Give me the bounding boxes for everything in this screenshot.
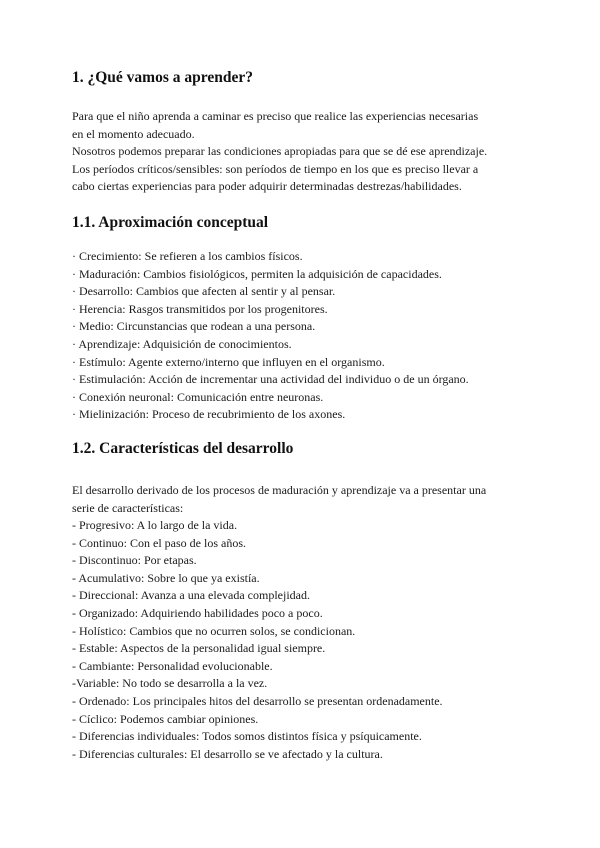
paragraph-line: cabo ciertas experiencias para poder adquirir determinadas destrezas/habilidades. [72, 179, 462, 194]
paragraph-line: serie de características: [72, 500, 184, 515]
list-item: · Estimulación: Acción de incrementar una actividad del individuo o de un órgano. [72, 372, 469, 387]
paragraph-line: Nosotros podemos preparar las condiciones apropiadas para que se dé ese aprendizaje. [72, 144, 488, 159]
list-item: - Direccional: Avanza a una elevada complejidad. [72, 588, 310, 603]
paragraph-line: Para que el niño aprenda a caminar es preciso que realice las experiencias necesarias [72, 109, 479, 123]
list-item: · Mielinización: Proceso de recubrimiento de los axones. [72, 407, 346, 422]
list-item: - Cíclico: Podemos cambiar opiniones. [72, 711, 259, 726]
section-title-aproximacion-conceptual: 1.1. Aproximación conceptual [72, 213, 269, 231]
paragraph-line: Los períodos críticos/sensibles: son períodos de tiempo en los que es preciso llevar a [72, 161, 479, 176]
list-item: · Maduración: Cambios fisiológicos, permiten la adquisición de capacidades. [72, 266, 442, 281]
characteristics-list [72, 517, 542, 763]
section-title-caracteristicas-del-desarrollo: 1.2. Características del desarrollo [72, 439, 294, 457]
list-item: - Acumulativo: Sobre lo que ya existía. [72, 570, 260, 585]
list-item: - Ordenado: Los principales hitos del desarrollo se presentan ordenadamente. [72, 694, 443, 709]
characteristics-intro [72, 482, 542, 517]
list-item: - Estable: Aspectos de la personalidad igual siempre. [72, 641, 326, 656]
paragraph-line: El desarrollo derivado de los procesos de maduración y aprendizaje va a presentar una [72, 482, 487, 497]
list-item: · Aprendizaje: Adquisición de conocimientos. [72, 336, 292, 351]
list-item: · Conexión neuronal: Comunicación entre neuronas. [72, 389, 324, 404]
intro-paragraph [72, 108, 542, 196]
list-item: - Cambiante: Personalidad evolucionable. [72, 658, 273, 673]
list-item: - Holístico: Cambios que no ocurren solos, se condicionan. [72, 623, 356, 638]
list-item: · Medio: Circunstancias que rodean a una persona. [72, 319, 316, 334]
list-item: - Diferencias individuales: Todos somos distintos física y psíquicamente. [72, 729, 422, 744]
list-item: - Progresivo: A lo largo de la vida. [72, 518, 238, 533]
list-item: - Discontinuo: Por etapas. [72, 553, 197, 568]
list-item: · Estímulo: Agente externo/interno que influyen en el organismo. [72, 354, 385, 369]
list-item: · Herencia: Rasgos transmitidos por los progenitores. [72, 301, 328, 316]
list-item: -Variable: No todo se desarrolla a la vez. [72, 676, 268, 691]
document-page [72, 68, 542, 763]
list-item: - Continuo: Con el paso de los años. [72, 535, 246, 550]
list-item: · Desarrollo: Cambios que afecten al sentir y al pensar. [72, 284, 336, 299]
list-item: - Diferencias culturales: El desarrollo se ve afectado y la cultura. [72, 746, 383, 761]
concept-list [72, 248, 542, 424]
list-item: · Crecimiento: Se refieren a los cambios físicos. [72, 248, 303, 263]
paragraph-line: en el momento adecuado. [72, 126, 195, 141]
section-title-que-vamos-a-aprender: 1. ¿Qué vamos a aprender? [72, 69, 253, 86]
list-item: - Organizado: Adquiriendo habilidades poco a poco. [72, 606, 323, 621]
